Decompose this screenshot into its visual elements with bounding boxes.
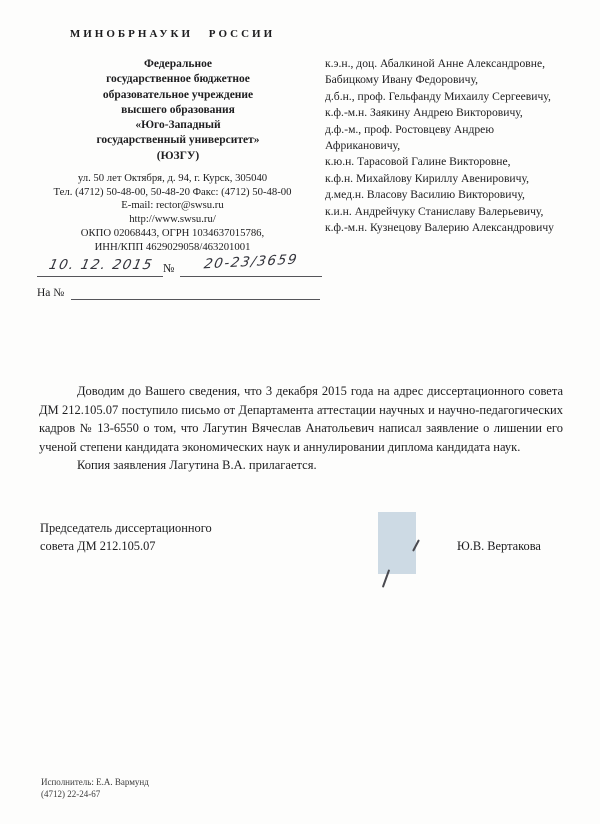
address-line: ОКПО 02068443, ОГРН 1034637015786, xyxy=(80,226,265,239)
addressee-line: д.б.н., проф. Гельфанду Михаилу Сергеевичу, xyxy=(325,89,551,103)
org-line: государственное бюджетное xyxy=(106,73,250,86)
org-line: государственный университет» xyxy=(96,134,260,147)
reply-to-underline xyxy=(71,299,320,300)
body-paragraph-2: Копия заявления Лагутина В.А. прилагается. xyxy=(77,458,317,473)
outgoing-date-handwritten: 10. 12. 2015 xyxy=(47,257,155,273)
organization-name-block xyxy=(33,57,323,164)
org-line: высшего образования xyxy=(121,103,235,116)
address-line: ул. 50 лет Октября, д. 94, г. Курск, 305040 xyxy=(77,172,268,184)
signer-title-line: совета ДМ 212.105.07 xyxy=(40,538,156,553)
signer-name: Ю.В. Вертакова xyxy=(457,539,541,553)
addressee-line: д.ф.-м., проф. Ростовцеву Андрею xyxy=(325,122,494,136)
addressee-line: д.мед.н. Власову Василию Викторовичу, xyxy=(325,188,525,202)
address-line: ИНН/КПП 4629029058/463201001 xyxy=(94,240,251,253)
addressee-list xyxy=(325,56,597,236)
org-line: (ЮЗГУ) xyxy=(156,149,200,162)
addressee-line: к.ф.-м.н. Кузнецову Валерию Александровичу xyxy=(325,221,554,235)
org-line: образовательное учреждение xyxy=(102,88,254,101)
addressee-line: Бабицкому Ивану Федоровичу, xyxy=(325,73,478,87)
body-paragraph-1: Доводим до Вашего сведения, что 3 декабря 2015 года на адрес диссертационного совета ДМ 212.105.07 поступило письмо от Департамента аттестации научных и научно-педагогических кадров № 13-6550 о том, что Лагутин Вячеслав Анатольевич написал заявление о лишении его ученой степени кандидата экономических наук и аннулировании диплома кандидата наук. xyxy=(39,384,563,454)
executor-block xyxy=(41,777,149,800)
executor-phone: (4712) 22-24-67 xyxy=(41,788,101,799)
org-line: «Юго-Западный xyxy=(135,119,221,132)
addressee-line: к.ф.н. Михайлову Кириллу Авенировичу, xyxy=(325,171,529,185)
signer-title-line: Председатель диссертационного xyxy=(40,521,212,535)
executor-name: Исполнитель: Е.А. Вармунд xyxy=(41,777,149,787)
ministry-name: МИНОБРНАУКИ РОССИИ xyxy=(69,28,276,40)
date-underline xyxy=(37,276,163,277)
number-underline xyxy=(180,276,322,277)
letter-body xyxy=(39,382,563,475)
reply-to-label: На № xyxy=(37,287,65,299)
number-sign: № xyxy=(163,261,175,275)
addressee-line: к.э.н., доц. Абалкиной Анне Александровне, xyxy=(325,57,545,70)
outgoing-number-handwritten: 20-23/3659 xyxy=(202,251,300,273)
signer-title xyxy=(40,520,212,555)
address-line: http://www.swsu.ru/ xyxy=(129,213,216,226)
addressee-line: Африкановичу, xyxy=(325,139,401,153)
addressee-line: к.ф.-м.н. Заякину Андрею Викторовичу, xyxy=(325,106,523,120)
address-line: Тел. (4712) 50-48-00, 50-48-20 Факс: (4712) 50-48-00 xyxy=(53,185,292,198)
address-line: E-mail: rector@swsu.ru xyxy=(121,199,224,212)
address-block xyxy=(20,172,325,254)
addressee-line: к.и.н. Андрейчуку Станиславу Валерьевичу, xyxy=(325,204,544,218)
addressee-line: к.ю.н. Тарасовой Галине Викторовне, xyxy=(325,155,511,169)
signature-redaction-box xyxy=(378,512,416,574)
org-line: Федеральное xyxy=(143,58,212,70)
